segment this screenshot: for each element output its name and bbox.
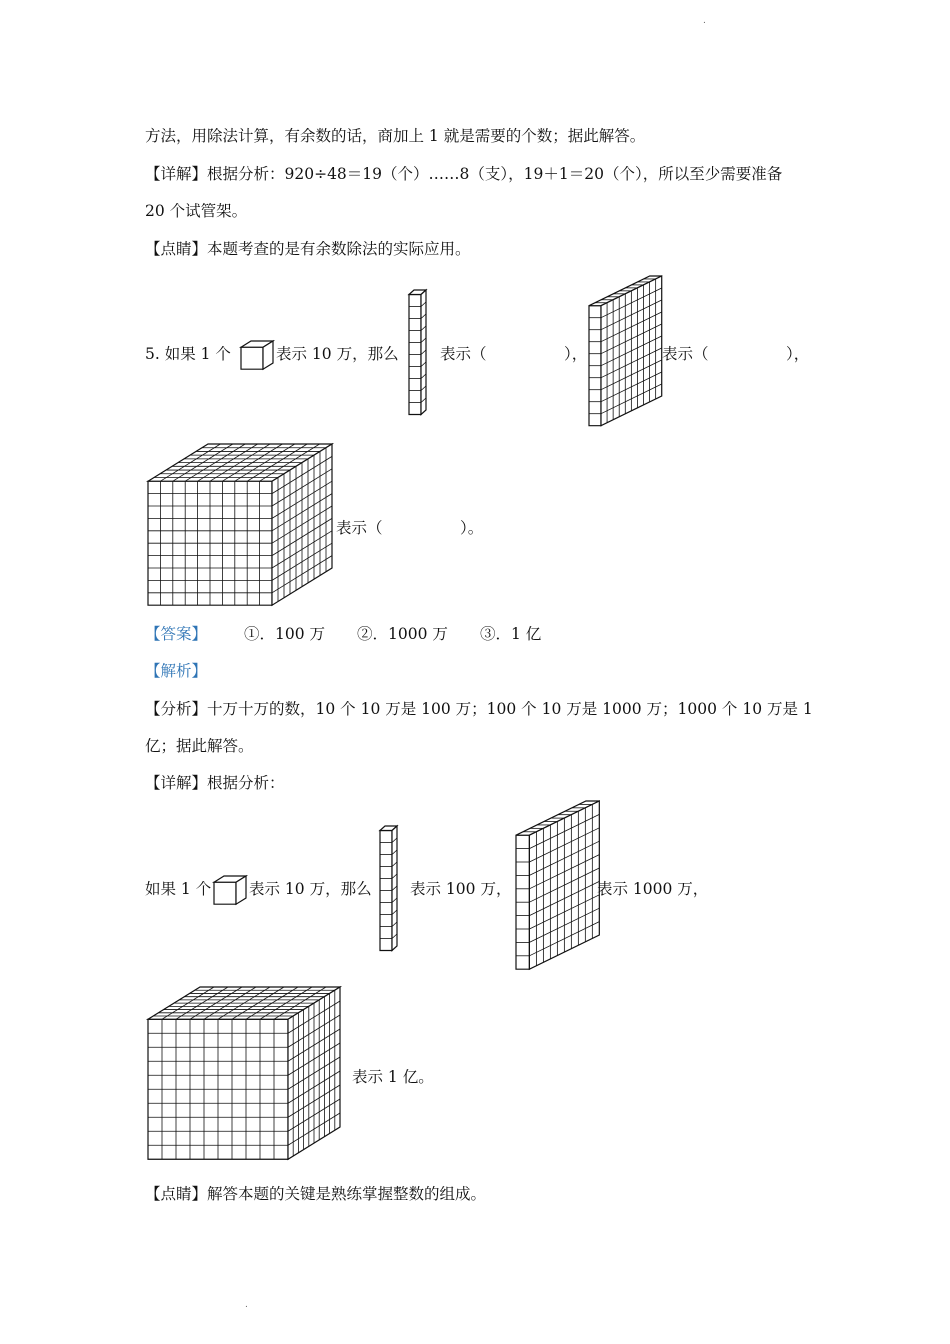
analysis-detail-intro: 【详解】根据分析： bbox=[145, 774, 285, 792]
explanation-rod-text: 表示 100 万， bbox=[410, 880, 512, 898]
decor-dot-top: . bbox=[703, 16, 706, 26]
unit-cube-icon bbox=[213, 875, 247, 903]
answer-item-3: ③．1 亿 bbox=[480, 625, 542, 643]
unit-cube-icon bbox=[240, 340, 274, 368]
ten-rod-icon bbox=[379, 825, 399, 950]
analysis-line1: 【分析】十万十万的数，10 个 10 万是 100 万；100 个 10 万是 1000 万；1000 个 10 万是 1 bbox=[145, 700, 813, 718]
hundred-flat-icon bbox=[515, 800, 595, 974]
thousand-cube-icon bbox=[147, 443, 333, 606]
explanation-cube-text: 表示 1 亿。 bbox=[352, 1068, 434, 1086]
question-blank2: 表示（ ）， bbox=[662, 345, 810, 363]
explanation-unit-text: 表示 10 万，那么 bbox=[249, 880, 372, 898]
prev-detail-line2: 20 个试管架。 bbox=[145, 202, 248, 220]
question-prefix: 5. 如果 1 个 bbox=[145, 345, 231, 363]
question-blank1: 表示（ ）， bbox=[440, 345, 588, 363]
answer-label: 【答案】 bbox=[145, 625, 208, 643]
thousand-cube-icon bbox=[147, 986, 349, 1162]
decor-dot-bottom: . bbox=[245, 1300, 248, 1310]
answer-item-2: ②．1000 万 bbox=[357, 625, 448, 643]
prev-tail-line: 方法，用除法计算，有余数的话，商加上 1 就是需要的个数；据此解答。 bbox=[145, 127, 646, 145]
prev-comment: 【点睛】本题考查的是有余数除法的实际应用。 bbox=[145, 240, 471, 258]
answer-item-1: ①．100 万 bbox=[244, 625, 326, 643]
prev-detail-line1: 【详解】根据分析：920÷48＝19（个）……8（支），19＋1＝20（个），所以至少需要准备 bbox=[145, 165, 783, 183]
analysis-label: 【解析】 bbox=[145, 662, 208, 680]
ten-rod-icon bbox=[408, 289, 428, 414]
analysis-line2: 亿；据此解答。 bbox=[145, 737, 254, 755]
question-unit-text: 表示 10 万，那么 bbox=[276, 345, 399, 363]
question-blank3: 表示（ ）。 bbox=[336, 519, 484, 537]
hundred-flat-icon bbox=[588, 275, 660, 430]
final-comment: 【点睛】解答本题的关键是熟练掌握整数的组成。 bbox=[145, 1185, 487, 1203]
explanation-flat-text: 表示 1000 万， bbox=[597, 880, 709, 898]
explanation-prefix: 如果 1 个 bbox=[145, 880, 212, 898]
